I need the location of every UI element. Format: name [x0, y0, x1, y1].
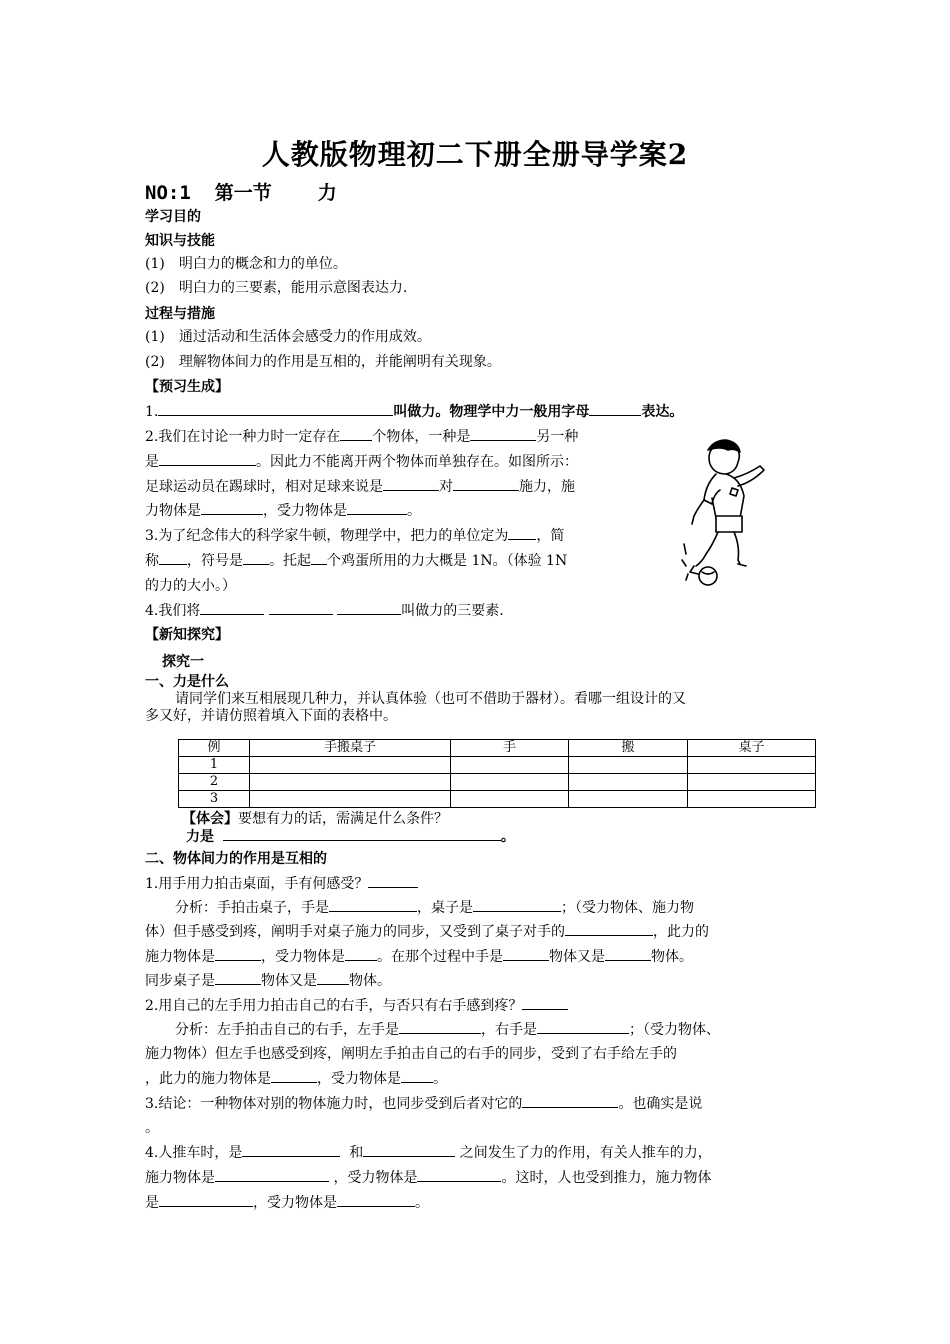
section-name: 第一节: [214, 182, 272, 204]
table-row: [179, 791, 816, 808]
section-number: NO:1: [145, 182, 191, 204]
text: 称: [145, 553, 159, 569]
answer-blank[interactable]: [368, 875, 418, 888]
table-header-row: [179, 740, 816, 757]
text: ，此力的: [653, 924, 709, 940]
part2-heading: 二、物体间力的作用是互相的: [145, 851, 327, 867]
explore-sub: 探究一: [162, 654, 204, 670]
text: 3.为了纪念伟大的科学家牛顿，物理学中，把力的单位定为: [145, 528, 509, 544]
answer-blank[interactable]: [363, 1144, 455, 1157]
text: 另一种: [536, 429, 579, 445]
text: 施力，施: [519, 479, 575, 495]
table-cell[interactable]: [569, 757, 688, 774]
p2-a1-line4: [145, 970, 391, 990]
table-header: 手搬桌子: [250, 740, 451, 757]
text: 。: [500, 829, 515, 845]
text: ，受力物体是: [261, 949, 345, 965]
table-row: [179, 757, 816, 774]
section-heading: [145, 178, 361, 205]
table-row: [179, 774, 816, 791]
preview-q2-line1: [145, 426, 578, 446]
section-topic: 力: [317, 182, 337, 204]
table-cell[interactable]: [250, 774, 451, 791]
text: 之间发生了力的作用，有关人推车的力，: [459, 1145, 712, 1161]
text: ，此力的施力物体是: [145, 1071, 271, 1087]
text: 力物体是: [145, 503, 201, 519]
table-header: 桌子: [688, 740, 816, 757]
preview-heading: 【预习生成】: [145, 379, 229, 395]
tihui-line: [182, 808, 448, 828]
preview-q3-line3: 的力的大小。）: [145, 578, 236, 594]
document-title: 人教版物理初二下册全册导学案2: [261, 138, 689, 171]
text: ，桌子是: [417, 900, 473, 916]
part1-intro-2: 多又好，并请仿照着填入下面的表格中。: [145, 708, 397, 724]
text: 物体。: [349, 973, 391, 989]
answer-blank[interactable]: [329, 899, 417, 912]
answer-blank[interactable]: [473, 899, 561, 912]
table-cell[interactable]: [688, 757, 816, 774]
answer-blank[interactable]: [340, 428, 372, 441]
answer-blank[interactable]: [311, 552, 327, 565]
text: ，符号是: [187, 553, 243, 569]
text: 力是: [186, 829, 214, 845]
row-number: 1: [179, 757, 250, 774]
text: 分析：左手拍击自己的右手，左手是: [175, 1022, 399, 1038]
answer-blank[interactable]: [383, 478, 439, 491]
answer-blank[interactable]: [605, 948, 651, 961]
text: 物体。: [651, 949, 693, 965]
p2-q4-line3: [145, 1192, 429, 1212]
answer-blank[interactable]: [201, 502, 263, 515]
tihui-label: 【体会】: [182, 811, 238, 827]
table-header: 搬: [569, 740, 688, 757]
part1-intro-1: 请同学们来互相展现几种力，并认真体验（也可不借助于器材）。看哪一组设计的又: [175, 691, 686, 707]
force-example-table: [178, 739, 816, 808]
answer-blank[interactable]: [417, 1169, 501, 1182]
p2-a2-line3: [145, 1068, 447, 1088]
answer-blank[interactable]: [158, 403, 393, 416]
answer-blank[interactable]: [271, 1070, 317, 1083]
p2-a2-line1: [175, 1019, 720, 1039]
preview-q3-line1: [145, 525, 564, 545]
answer-blank[interactable]: [159, 453, 256, 466]
soccer-player-illustration: [680, 434, 768, 594]
p2-q1: [145, 873, 418, 893]
preview-q2-line2: [145, 451, 578, 471]
text: 体）但手感受到疼，阐明手对桌子施力的同步，又受到了桌子对手的: [145, 924, 565, 940]
text: 2.我们在讨论一种力时一定存在: [145, 429, 341, 445]
answer-blank[interactable]: [242, 1144, 340, 1157]
answer-blank[interactable]: [215, 948, 261, 961]
answer-blank[interactable]: [243, 552, 269, 565]
answer-blank[interactable]: [159, 552, 187, 565]
answer-blank[interactable]: [200, 602, 264, 615]
text: 和: [349, 1145, 364, 1161]
text: 。托起: [269, 553, 311, 569]
text: 要想有力的话，需满足什么条件？: [238, 811, 448, 827]
text: 1.用手用力拍击桌面，手有何感受？: [145, 876, 369, 892]
table-cell[interactable]: [569, 774, 688, 791]
answer-blank[interactable]: [269, 602, 333, 615]
answer-blank[interactable]: [159, 1194, 253, 1207]
table-cell[interactable]: [569, 791, 688, 808]
answer-blank[interactable]: [215, 1169, 329, 1182]
knowledge-item-1: (1) 明白力的概念和力的单位。: [145, 256, 347, 272]
table-cell[interactable]: [688, 774, 816, 791]
answer-blank[interactable]: [537, 1021, 629, 1034]
answer-blank[interactable]: [522, 1095, 618, 1108]
text: 足球运动员在踢球时，相对足球来说是: [145, 479, 383, 495]
text: 分析：手拍击桌子，手是: [175, 900, 329, 916]
q1-end: 表达。: [641, 404, 684, 420]
table-cell[interactable]: [451, 774, 569, 791]
text: 物体又是: [549, 949, 605, 965]
answer-blank[interactable]: [503, 948, 549, 961]
explore-heading: 【新知探究】: [145, 627, 229, 643]
q1-text: 叫做力。物理学中力一般用字母: [393, 404, 590, 420]
answer-blank[interactable]: [347, 502, 407, 515]
text: 对: [439, 479, 453, 495]
answer-blank[interactable]: [223, 828, 501, 841]
tihui-answer: [186, 826, 515, 846]
text: 3.结论：一种物体对别的物体施力时，也同步受到后者对它的: [145, 1096, 523, 1112]
text: 个物体，一种是: [372, 429, 471, 445]
text: 2.用自己的左手用力拍击自己的右手，与否只有右手感到疼？: [145, 998, 523, 1014]
answer-blank[interactable]: [470, 428, 536, 441]
answer-blank[interactable]: [589, 403, 641, 416]
text: 施力物体是: [145, 1170, 215, 1186]
answer-blank[interactable]: [215, 972, 261, 985]
text: 是: [145, 1195, 159, 1211]
text: 个鸡蛋所用的力大概是 1N。（体验 1N: [327, 553, 568, 569]
text: 。: [415, 1195, 429, 1211]
text: ，简: [536, 528, 565, 544]
text: 是: [145, 454, 159, 470]
preview-q1: [145, 401, 683, 421]
goals-heading: 学习目的: [145, 209, 201, 225]
text: 4.人推车时，是: [145, 1145, 243, 1161]
text: ；（受力物体、施力物: [561, 900, 694, 916]
text: 。: [407, 503, 421, 519]
preview-q3-line2: [145, 550, 567, 570]
p2-a2-line2: 施力物体）但左手也感受到疼，阐明左手拍击自己的右手的同步，受到了右手给左手的: [145, 1046, 677, 1062]
answer-blank[interactable]: [337, 602, 401, 615]
text: ，受力物体是: [317, 1071, 401, 1087]
text: ，受力物体是: [333, 1170, 418, 1186]
p2-a1-line1: [175, 897, 694, 917]
text: 同步桌子是: [145, 973, 215, 989]
answer-blank[interactable]: [345, 948, 377, 961]
answer-blank[interactable]: [399, 1021, 481, 1034]
text: 物体又是: [261, 973, 317, 989]
table-header: 手: [451, 740, 569, 757]
answer-blank[interactable]: [317, 972, 349, 985]
p2-a1-line2: [145, 921, 709, 941]
process-heading: 过程与措施: [145, 306, 215, 322]
row-number: 3: [179, 791, 250, 808]
table-cell[interactable]: [451, 757, 569, 774]
p2-q3: [145, 1093, 702, 1113]
p2-q4-line1: [145, 1142, 712, 1162]
text: ，受力物体是: [263, 503, 347, 519]
answer-blank[interactable]: [565, 923, 653, 936]
text: ；（受力物体、: [629, 1022, 720, 1038]
knowledge-item-2: (2) 明白力的三要素，能用示意图表达力.: [145, 280, 408, 296]
answer-blank[interactable]: [401, 1070, 433, 1083]
text: 。也确实是说: [618, 1096, 703, 1112]
p2-q4-line2: [145, 1167, 711, 1187]
answer-blank[interactable]: [453, 478, 519, 491]
q1-number: 1.: [145, 404, 159, 420]
answer-blank[interactable]: [522, 997, 568, 1010]
preview-q2-line3: [145, 476, 575, 496]
table-cell[interactable]: [250, 791, 451, 808]
text: ，右手是: [481, 1022, 537, 1038]
p2-q2: [145, 995, 568, 1015]
text: 。在那个过程中手是: [377, 949, 503, 965]
table-header: 例: [179, 740, 250, 757]
answer-blank[interactable]: [508, 527, 536, 540]
text: ，受力物体是: [253, 1195, 337, 1211]
text: 叫做力的三要素.: [401, 603, 504, 619]
table-cell[interactable]: [250, 757, 451, 774]
text: 4.我们将: [145, 603, 201, 619]
preview-q4: [145, 600, 504, 620]
preview-q2-line4: [145, 500, 421, 520]
text: 施力物体是: [145, 949, 215, 965]
process-item-1: (1) 通过活动和生活体会感受力的作用成效。: [145, 329, 431, 345]
knowledge-heading: 知识与技能: [145, 233, 215, 249]
process-item-2: (2) 理解物体间力的作用是互相的，并能阐明有关现象。: [145, 354, 501, 370]
text: 。这时，人也受到推力，施力物体: [501, 1170, 712, 1186]
table-cell[interactable]: [451, 791, 569, 808]
p2-q3-end: 。: [145, 1120, 159, 1136]
table-cell[interactable]: [688, 791, 816, 808]
row-number: 2: [179, 774, 250, 791]
p2-a1-line3: [145, 946, 693, 966]
text: 。: [433, 1071, 447, 1087]
answer-blank[interactable]: [337, 1194, 415, 1207]
part1-heading: 一、力是什么: [145, 674, 229, 690]
text: 。因此力不能离开两个物体而单独存在。如图所示：: [256, 454, 578, 470]
